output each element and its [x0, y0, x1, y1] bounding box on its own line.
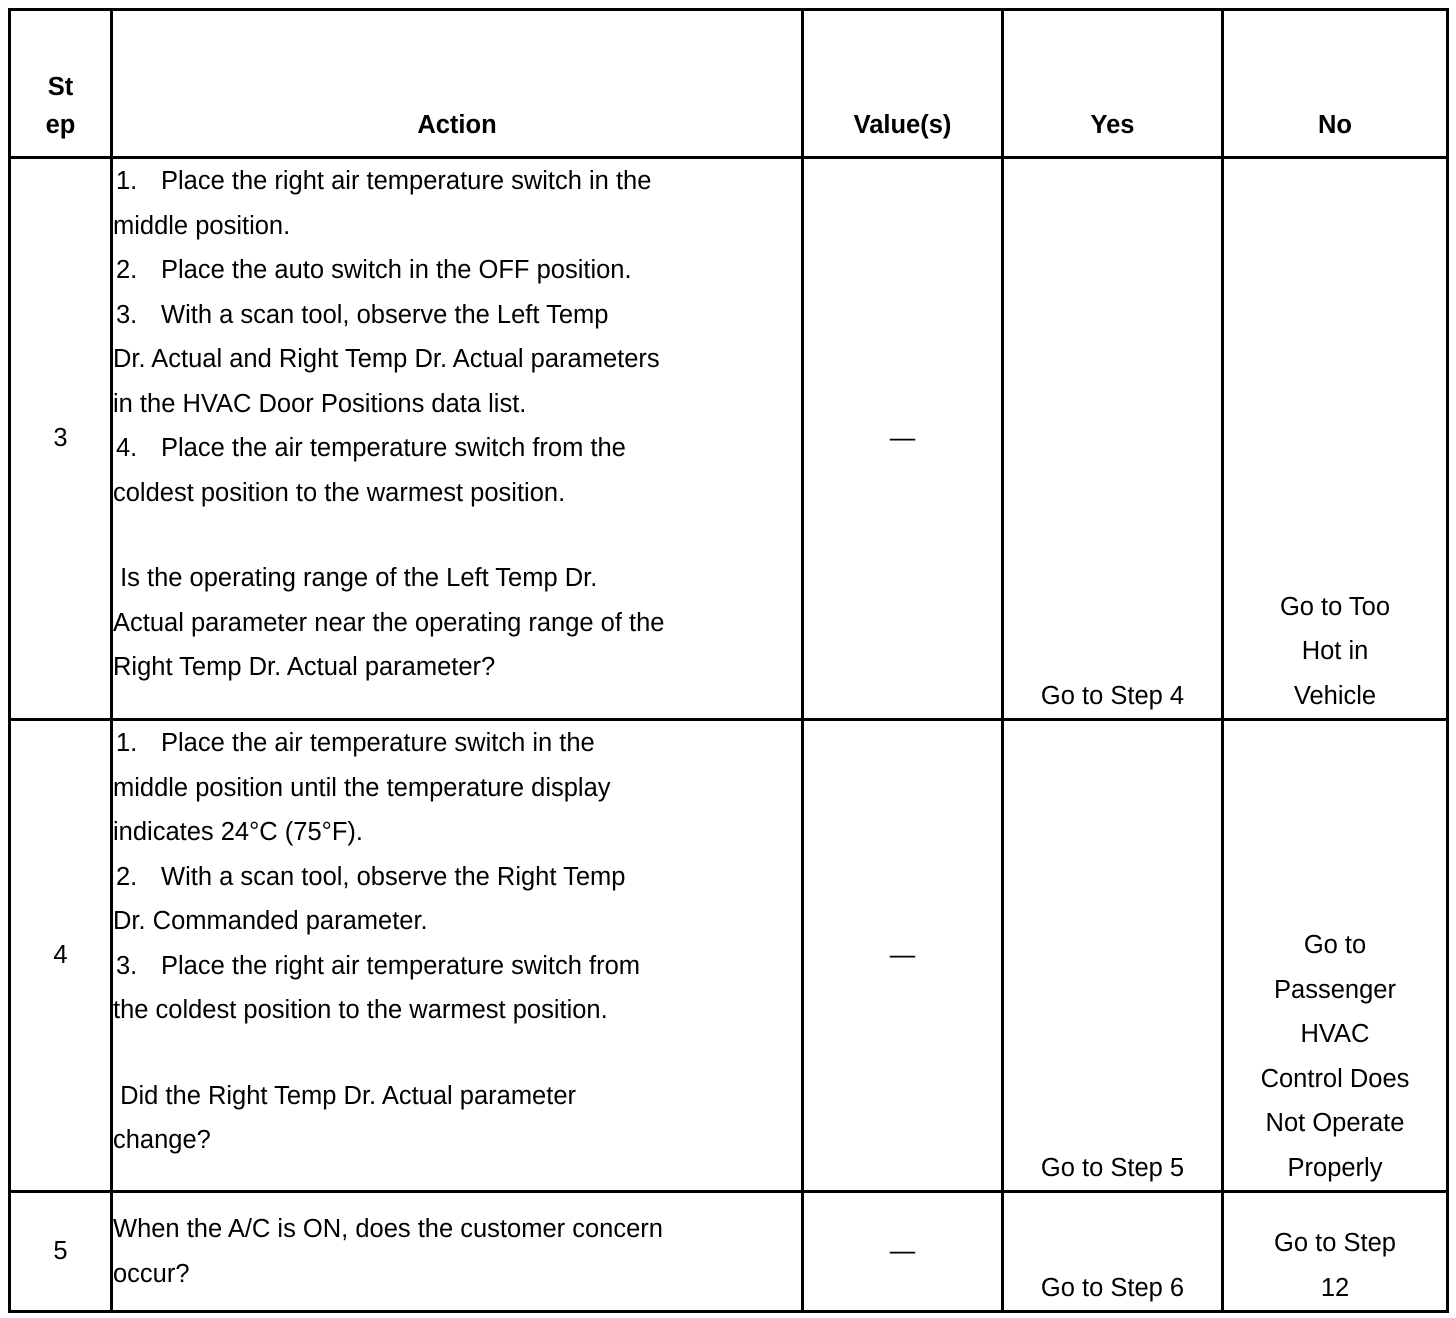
action-line: coldest position to the warmest position.: [113, 478, 566, 507]
action-line: 1. Place the air temperature switch in the: [116, 729, 595, 757]
header-action: Action: [112, 10, 803, 158]
no-line: Go to Too: [1279, 592, 1391, 621]
table-row-step-4: [10, 720, 1448, 1192]
value-cell: —: [803, 158, 1003, 720]
header-row: [10, 10, 1448, 158]
action-cell: [112, 1192, 803, 1312]
no-line: Passenger: [1274, 975, 1396, 1004]
no-link[interactable]: [1223, 1192, 1448, 1312]
step-number: 5: [10, 1192, 112, 1312]
header-step-line-2: ep: [45, 111, 76, 139]
value-cell: —: [803, 720, 1003, 1192]
action-line: When the A/C is ON, does the customer concern: [113, 1215, 663, 1243]
no-line: Not Operate: [1265, 1109, 1405, 1137]
no-link[interactable]: [1223, 720, 1448, 1192]
action-line: occur?: [113, 1259, 190, 1288]
table-row-step-3: [10, 158, 1448, 720]
diagnostic-table: [8, 8, 1449, 1313]
step-number: 3: [10, 158, 112, 720]
question-line: Is the operating range of the Left Temp Dr.: [113, 564, 598, 592]
header-no: No: [1223, 10, 1448, 158]
yes-link[interactable]: Go to Step 5: [1003, 720, 1223, 1192]
action-cell: [112, 720, 803, 1192]
action-line: 2. With a scan tool, observe the Right Temp: [116, 862, 626, 891]
header-step-line-1: St: [47, 73, 74, 101]
question-line: change?: [113, 1126, 211, 1154]
table-row-step-5: [10, 1192, 1448, 1312]
no-line: Properly: [1287, 1153, 1383, 1182]
action-line: Dr. Commanded parameter.: [113, 907, 428, 935]
no-line: Control Does: [1260, 1064, 1410, 1093]
question-line: Actual parameter near the operating range of the: [113, 608, 665, 637]
question-line: Did the Right Temp Dr. Actual parameter: [113, 1081, 576, 1110]
action-line: 3. Place the right air temperature switch from: [116, 951, 641, 980]
action-spacer: [113, 515, 801, 556]
action-line: middle position.: [113, 211, 291, 240]
no-line: Go to Step: [1274, 1229, 1396, 1257]
no-line: Hot in: [1301, 637, 1369, 665]
header-yes: Yes: [1003, 10, 1223, 158]
yes-link[interactable]: Go to Step 4: [1003, 158, 1223, 720]
action-line: 2. Place the auto switch in the OFF position.: [116, 256, 632, 284]
no-line: Vehicle: [1293, 681, 1377, 710]
no-line: 12: [1320, 1273, 1350, 1302]
action-line: indicates 24°C (75°F).: [113, 818, 363, 846]
action-line: the coldest position to the warmest position.: [113, 996, 608, 1024]
no-line: Go to: [1303, 931, 1367, 959]
header-step: [10, 10, 112, 158]
action-spacer: [113, 1033, 801, 1074]
no-link[interactable]: [1223, 158, 1448, 720]
action-line: 1. Place the right air temperature switch in the: [116, 167, 652, 195]
action-line: 3. With a scan tool, observe the Left Temp: [116, 300, 609, 329]
action-line: in the HVAC Door Positions data list.: [113, 389, 527, 418]
action-line: middle position until the temperature display: [113, 773, 611, 802]
step-number: 4: [10, 720, 112, 1192]
question-line: Right Temp Dr. Actual parameter?: [113, 653, 496, 681]
yes-link[interactable]: Go to Step 6: [1003, 1192, 1223, 1312]
value-cell: —: [803, 1192, 1003, 1312]
action-cell: [112, 158, 803, 720]
no-line: HVAC: [1300, 1020, 1370, 1048]
action-line: Dr. Actual and Right Temp Dr. Actual parameters: [113, 345, 660, 373]
action-line: 4. Place the air temperature switch from the: [116, 434, 626, 462]
header-values: Value(s): [803, 10, 1003, 158]
